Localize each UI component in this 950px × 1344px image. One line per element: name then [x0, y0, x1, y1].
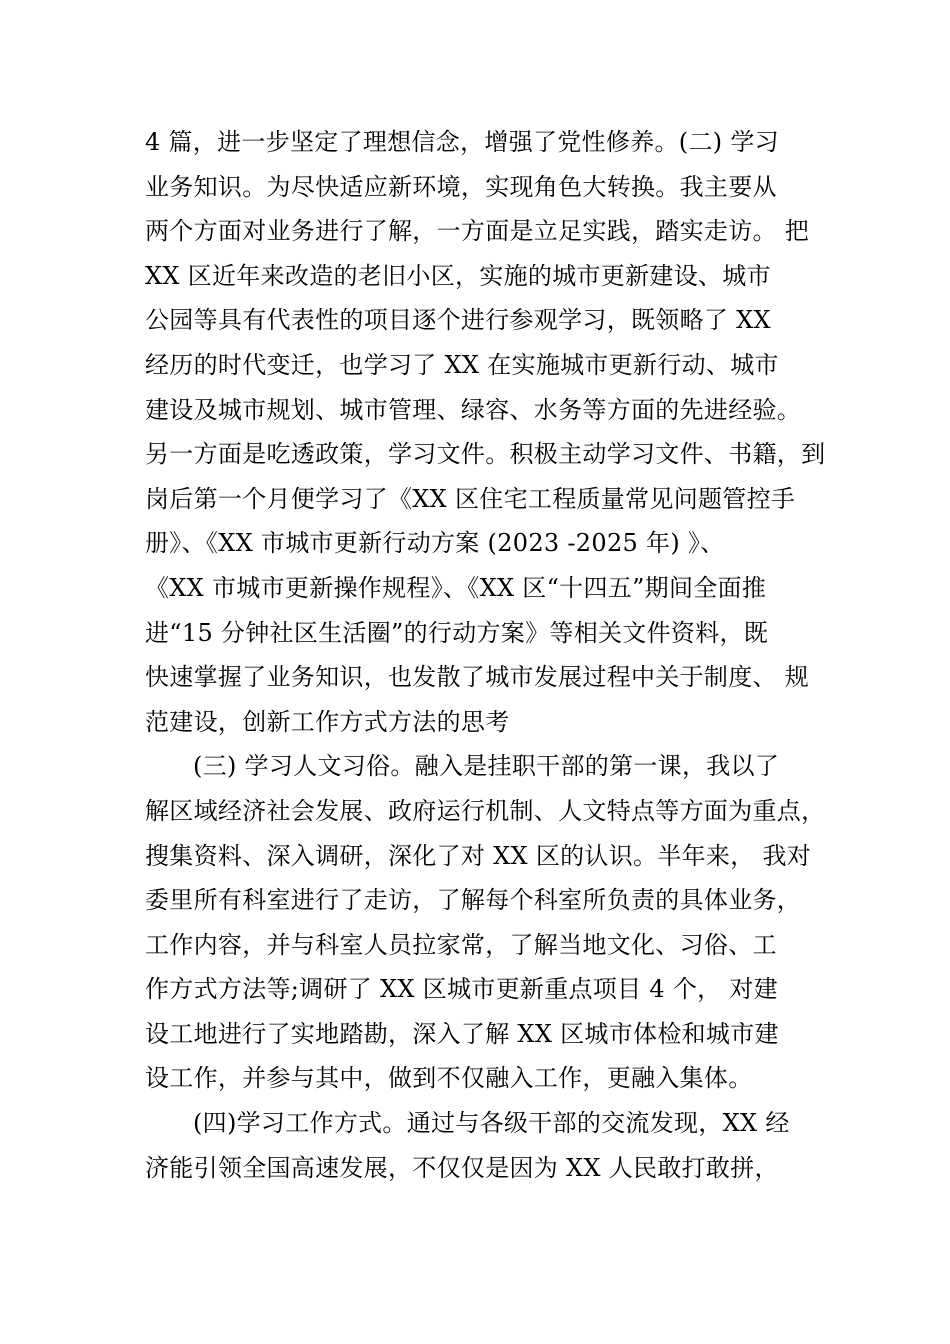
text-line: 设工作，并参与其中，做到不仅融入工作，更融入集体。	[145, 1064, 753, 1093]
text-line: 4 篇，进一步坚定了理想信念，增强了党性修养。(二) 学习	[145, 128, 779, 156]
text-line: 册》、《XX 市城市更新行动方案 (2023 -2025 年) 》、	[145, 529, 725, 558]
text-line: 经历的时代变迁，也学习了 XX 在实施城市更新行动、城市	[145, 350, 779, 379]
text-line: 进“15 分钟社区生活圈”的行动方案》等相关文件资料，既	[145, 618, 769, 647]
text-line: 委里所有科室进行了走访，了解每个科室所负责的具体业务，	[145, 886, 802, 915]
text-line: 解区域经济社会发展、政府运行机制、人文特点等方面为重点，	[145, 796, 826, 825]
body-text	[145, 120, 845, 1190]
text-line: 设工地进行了实地踏勘，深入了解 XX 区城市体检和城市建	[145, 1019, 779, 1048]
text-line: 两个方面对业务进行了解，一方面是立足实践，踏实走访。 把	[145, 217, 810, 246]
text-line: (四)学习工作方式。通过与各级干部的交流发现，XX 经	[193, 1109, 790, 1138]
text-line: 公园等具有代表性的项目逐个进行参观学习，既领略了 XX	[145, 306, 771, 335]
text-line: 另一方面是吃透政策，学习文件。积极主动学习文件、书籍，到	[145, 440, 826, 469]
text-line: 范建设，创新工作方式方法的思考	[145, 707, 510, 736]
text-line: 建设及城市规划、城市管理、绿容、水务等方面的先进经验。	[145, 395, 802, 424]
text-line: (三) 学习人文习俗。融入是挂职干部的第一课，我以了	[193, 752, 780, 781]
text-line: 搜集资料、深入调研，深化了对 XX 区的认识。半年来， 我对	[145, 841, 812, 870]
text-line: 岗后第一个月便学习了《XX 区住宅工程质量常见问题管控手	[145, 484, 796, 513]
text-line: 济能引领全国高速发展，不仅仅是因为 XX 人民敢打敢拼，	[145, 1153, 779, 1182]
text-line: 快速掌握了业务知识，也发散了城市发展过程中关于制度、 规	[145, 663, 810, 692]
text-line: 作方式方法等;调研了 XX 区城市更新重点项目 4 个， 对建	[145, 975, 778, 1004]
text-line: 《XX 市城市更新操作规程》、《XX 区“十四五”期间全面推	[145, 573, 767, 602]
text-line: 业务知识。为尽快适应新环境，实现角色大转换。我主要从	[145, 172, 777, 201]
text-line: XX 区近年来改造的老旧小区，实施的城市更新建设、城市	[145, 261, 771, 290]
text-line: 工作内容，并与科室人员拉家常，了解当地文化、习俗、工	[145, 930, 777, 959]
